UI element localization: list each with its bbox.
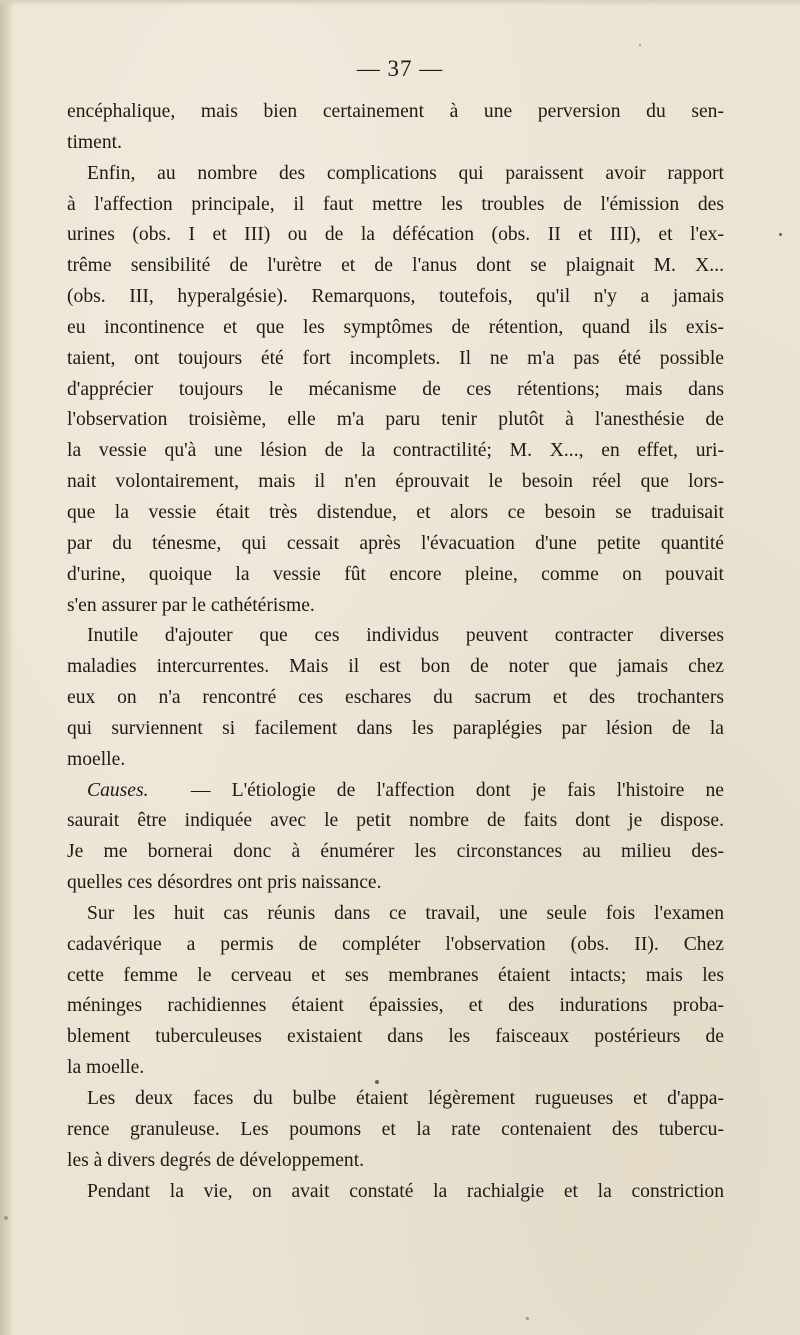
text-line: d'apprécier toujours le mécanisme de ces rétentions; mais dans — [67, 378, 724, 400]
text-line: par du ténesme, qui cessait après l'évacuation d'une petite quantité — [67, 532, 724, 554]
text-line: timent. — [67, 131, 122, 153]
body-text — [67, 97, 724, 1207]
text-line: que la vessie était très distendue, et alors ce besoin se traduisait — [67, 501, 724, 523]
text-line: les à divers degrés de développement. — [67, 1149, 365, 1171]
text-line: maladies intercurrentes. Mais il est bon de noter que jamais chez — [67, 656, 724, 678]
text-line: trême sensibilité de l'urètre et de l'anus dont se plaignait M. X... — [67, 255, 724, 277]
page-top-edge — [0, 0, 800, 6]
text-line: à l'affection principale, il faut mettre les troubles de l'émission des — [67, 193, 724, 215]
text-line: (obs. III, hyperalgésie). Remarquons, toutefois, qu'il n'y a jamais — [67, 286, 724, 308]
text-line: cadavérique a permis de compléter l'observation (obs. II). Chez — [67, 933, 724, 955]
text-line: cette femme le cerveau et ses membranes étaient intacts; mais les — [67, 964, 724, 986]
text-line — [67, 776, 724, 807]
text-line: qui surviennent si facilement dans les paraplégies par lésion de la — [67, 717, 724, 739]
text-line: méninges rachidiennes étaient épaissies, et des indurations proba- — [67, 995, 724, 1017]
paper-speck — [526, 1317, 529, 1320]
text-line: Enfin, au nombre des complications qui paraissent avoir rapport — [87, 162, 724, 184]
paper-speck — [639, 44, 641, 46]
text-line: d'urine, quoique la vessie fût encore pleine, comme on pouvait — [67, 563, 724, 585]
text-line: urines (obs. I et III) ou de la défécation (obs. II et III), et l'ex- — [67, 224, 724, 246]
text-line-continuation: — L'étiologie de l'affection dont je fais l'histoire ne — [190, 779, 724, 801]
text-line: nait volontairement, mais il n'en éprouvait le besoin réel que lors- — [67, 471, 724, 493]
text-line: quelles ces désordres ont pris naissance. — [67, 872, 382, 894]
section-heading-causes: Causes. — [87, 779, 149, 801]
text-line: eu incontinence et que les symptômes de rétention, quand ils exis- — [67, 316, 724, 338]
text-line: Je me bornerai donc à énumérer les circonstances au milieu des- — [67, 841, 724, 863]
paper-speck — [779, 233, 782, 236]
paper-speck — [375, 1080, 379, 1084]
text-line: encéphalique, mais bien certainement à une perversion du sen- — [67, 101, 724, 122]
page-number: — 37 — — [356, 56, 444, 81]
text-line: rence granuleuse. Les poumons et la rate contenaient des tubercu- — [67, 1118, 724, 1140]
paper-speck — [4, 1216, 8, 1220]
text-line: Pendant la vie, on avait constaté la rachialgie et la constriction — [87, 1180, 724, 1202]
text-line: Sur les huit cas réunis dans ce travail, une seule fois l'examen — [87, 902, 724, 924]
text-line: eux on n'a rencontré ces eschares du sacrum et des trochanters — [67, 687, 724, 709]
text-line: la vessie qu'à une lésion de la contractilité; M. X..., en effet, uri- — [67, 440, 724, 462]
text-line: taient, ont toujours été fort incomplets. Il ne m'a pas été possible — [67, 347, 724, 369]
text-line: moelle. — [67, 748, 126, 770]
text-line: Les deux faces du bulbe étaient légèrement rugueuses et d'appa- — [87, 1088, 724, 1109]
page-gutter-shadow — [0, 0, 14, 1335]
text-line: la moelle. — [67, 1057, 145, 1079]
text-line: saurait être indiquée avec le petit nombre de faits dont je dispose. — [67, 810, 724, 832]
text-line: l'observation troisième, elle m'a paru tenir plutôt à l'anesthésie de — [67, 409, 724, 431]
text-line: blement tuberculeuses existaient dans les faisceaux postérieurs de — [67, 1026, 724, 1048]
text-line: Inutile d'ajouter que ces individus peuvent contracter diverses — [87, 625, 724, 647]
text-line: s'en assurer par le cathétérisme. — [67, 594, 315, 616]
